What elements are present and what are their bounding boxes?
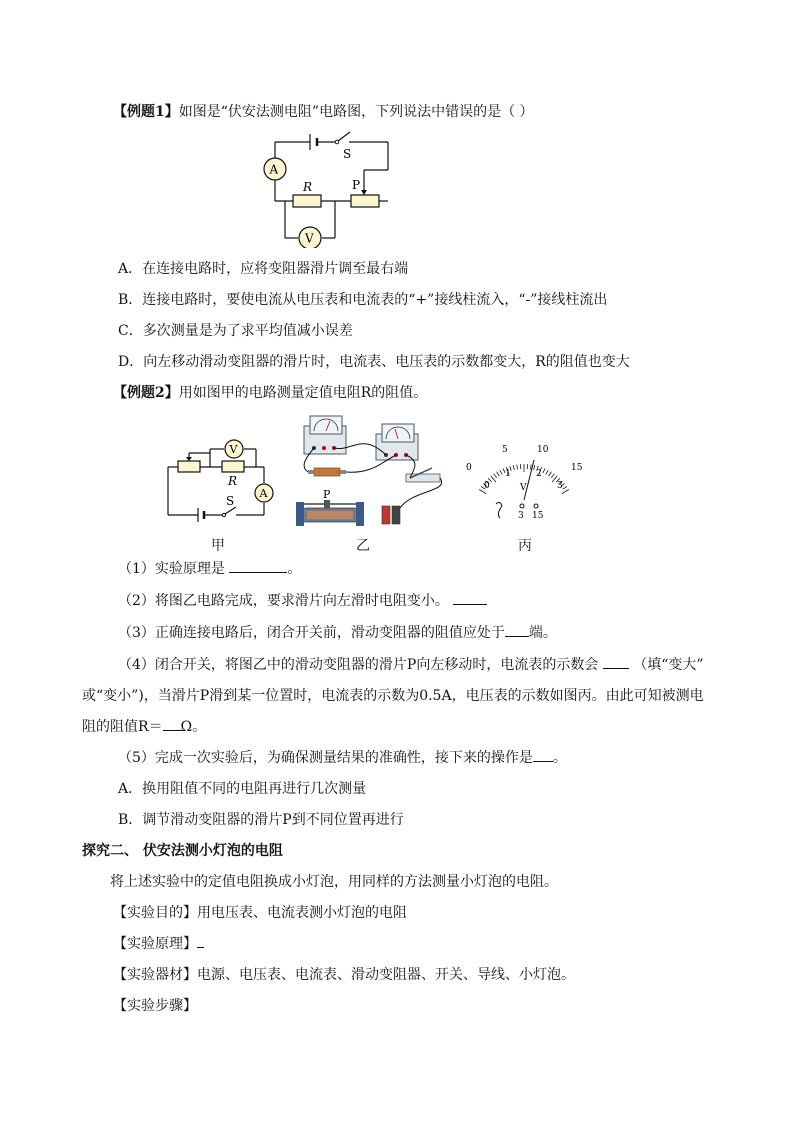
experiment-steps-head: 【实验步骤】 [113, 998, 197, 1014]
example2-stem [113, 384, 427, 402]
q2 [118, 592, 487, 610]
section2-intro: 将上述实验中的定值电阻换成小灯泡，用同样的方法测量小灯泡的电阻。 [110, 874, 558, 890]
figure-yi-apparatus [292, 412, 452, 532]
bing-unit: V [520, 483, 527, 493]
dial-tick [513, 465, 514, 470]
q3 [118, 624, 557, 642]
resistor-icon [293, 195, 321, 207]
dial-tick [497, 472, 500, 476]
q2-blank[interactable] [453, 592, 487, 605]
example1-stem [113, 103, 534, 121]
q5-text: （5）完成一次实验后，为确保测量结果的准确性，接下来的操作是 [118, 750, 533, 766]
example1-head: 【例题1】 [113, 104, 179, 120]
bing-big-0: 0 [466, 463, 472, 473]
example1-option-d: D．向左移动滑动变阻器的滑片时，电流表、电压表的示数都变大，R的阻值也变大 [118, 354, 630, 370]
q4-text-a: （4）闭合开关，将图乙中的滑动变阻器的滑片P向左移动时，电流表的示数会 [118, 657, 599, 673]
slider-label: P [352, 178, 361, 192]
experiment-principle [113, 935, 204, 953]
switch-label: S [343, 147, 352, 161]
yi-slider-label: P [323, 488, 331, 501]
jia-resistor-icon [222, 461, 244, 472]
ammeter-label: A [269, 162, 279, 177]
q1 [118, 560, 301, 578]
bing-small-0: 0 [484, 481, 490, 491]
experiment-equipment [113, 966, 575, 984]
q1-blank[interactable] [229, 560, 287, 573]
dial-tick [491, 476, 496, 482]
example1-option-c: C．多次测量是为了求平均值减小误差 [118, 323, 353, 339]
bing-terminal-15: 15 [532, 511, 544, 521]
q5-end: 。 [552, 750, 567, 766]
dial-tick [562, 490, 569, 494]
example1-circuit-figure [255, 128, 400, 248]
dial-tick [563, 487, 567, 490]
example1-option-b: B．连接电路时，要使电流从电压表和电流表的“+”接线柱流入，“-”接线柱流出 [118, 292, 608, 308]
q4-blank-2[interactable] [163, 718, 181, 731]
bing-big-15: 15 [571, 463, 583, 473]
q4-line1 [118, 656, 704, 674]
resistor-label: R [303, 180, 313, 194]
dial-tick [531, 465, 532, 470]
q3-blank[interactable] [505, 624, 529, 637]
jia-ammeter-label: A [259, 487, 268, 500]
q5 [118, 749, 567, 767]
q1-text: （1）实验原理是 [118, 561, 225, 577]
bing-needle [524, 460, 534, 500]
q4-text-b: （填“变大” [633, 657, 704, 673]
dial-tick [517, 465, 518, 470]
dial-tick [546, 470, 548, 474]
example1-option-a: A．在连接电路时，应将变阻器滑片调至最右端 [118, 261, 409, 277]
q1-end: 。 [287, 561, 302, 577]
bing-terminal-3: 3 [518, 511, 524, 521]
bing-small-3: 3 [557, 481, 563, 491]
q3-end: 端。 [528, 625, 557, 641]
example2-head: 【例题2】 [113, 385, 179, 401]
q2-text: （2）将图乙电路完成，要求滑片向左滑时电阻变小。 [118, 593, 449, 609]
q5-blank[interactable] [533, 749, 553, 762]
q4-text-c: 阻的阻值R＝ [82, 719, 163, 735]
jia-rheostat-icon [178, 461, 200, 472]
dial-tick [534, 465, 535, 470]
figure-bing-voltmeter-dial [458, 438, 588, 528]
q5-option-b: B．调节滑动变阻器的滑片P到不同位置再进行 [118, 812, 404, 828]
dial-tick [500, 470, 502, 474]
equipment-head: 【实验器材】 [113, 967, 197, 983]
caption-jia: 甲 [211, 538, 225, 554]
caption-yi: 乙 [356, 538, 370, 554]
rheostat-icon [351, 195, 379, 207]
dial-tick [543, 468, 545, 473]
q4-line2: 或“变小”)，当滑片P滑到某一位置时，电流表的示数为0.5A，电压表的示数如图丙。由此可知被测电 [82, 688, 704, 704]
dial-tick [549, 472, 552, 476]
bing-big-10: 10 [537, 445, 549, 455]
bing-small-1: 1 [505, 469, 511, 479]
q4-blank-1[interactable] [603, 656, 629, 669]
experiment-purpose [113, 904, 407, 922]
jia-switch-label: S [226, 494, 235, 508]
example1-question: 如图是“伏安法测电阻”电路图，下列说法中错误的是（ ） [178, 104, 534, 120]
dial-tick [551, 474, 554, 478]
q3-text: （3）正确连接电路后，闭合开关前，滑动变阻器的阻值应处于 [118, 625, 505, 641]
caption-bing: 丙 [518, 538, 532, 554]
figure-jia-circuit [160, 435, 275, 525]
purpose-text: 用电压表、电流表测小灯泡的电阻 [197, 905, 407, 921]
q4-text-d: Ω。 [180, 719, 207, 735]
purpose-head: 【实验目的】 [113, 905, 197, 921]
voltmeter-label: V [305, 231, 314, 246]
dial-tick [494, 474, 497, 478]
jia-voltmeter-label: V [229, 443, 238, 456]
equipment-text: 电源、电压表、电流表、滑动变阻器、开关、导线、小灯泡。 [197, 967, 575, 983]
q5-option-a: A．换用阻值不同的电阻再进行几次测量 [118, 781, 367, 797]
section2-title: 探究二、 伏安法测小灯泡的电阻 [82, 843, 283, 859]
principle-head: 【实验原理】 [113, 936, 197, 952]
bing-small-2: 2 [536, 469, 542, 479]
bing-big-5: 5 [502, 445, 508, 455]
example2-question: 用如图甲的电路测量定值电阻R的阻值。 [178, 385, 428, 401]
jia-resistor-label: R [228, 474, 238, 488]
principle-blank[interactable] [197, 935, 204, 948]
q4-line3 [82, 718, 206, 736]
